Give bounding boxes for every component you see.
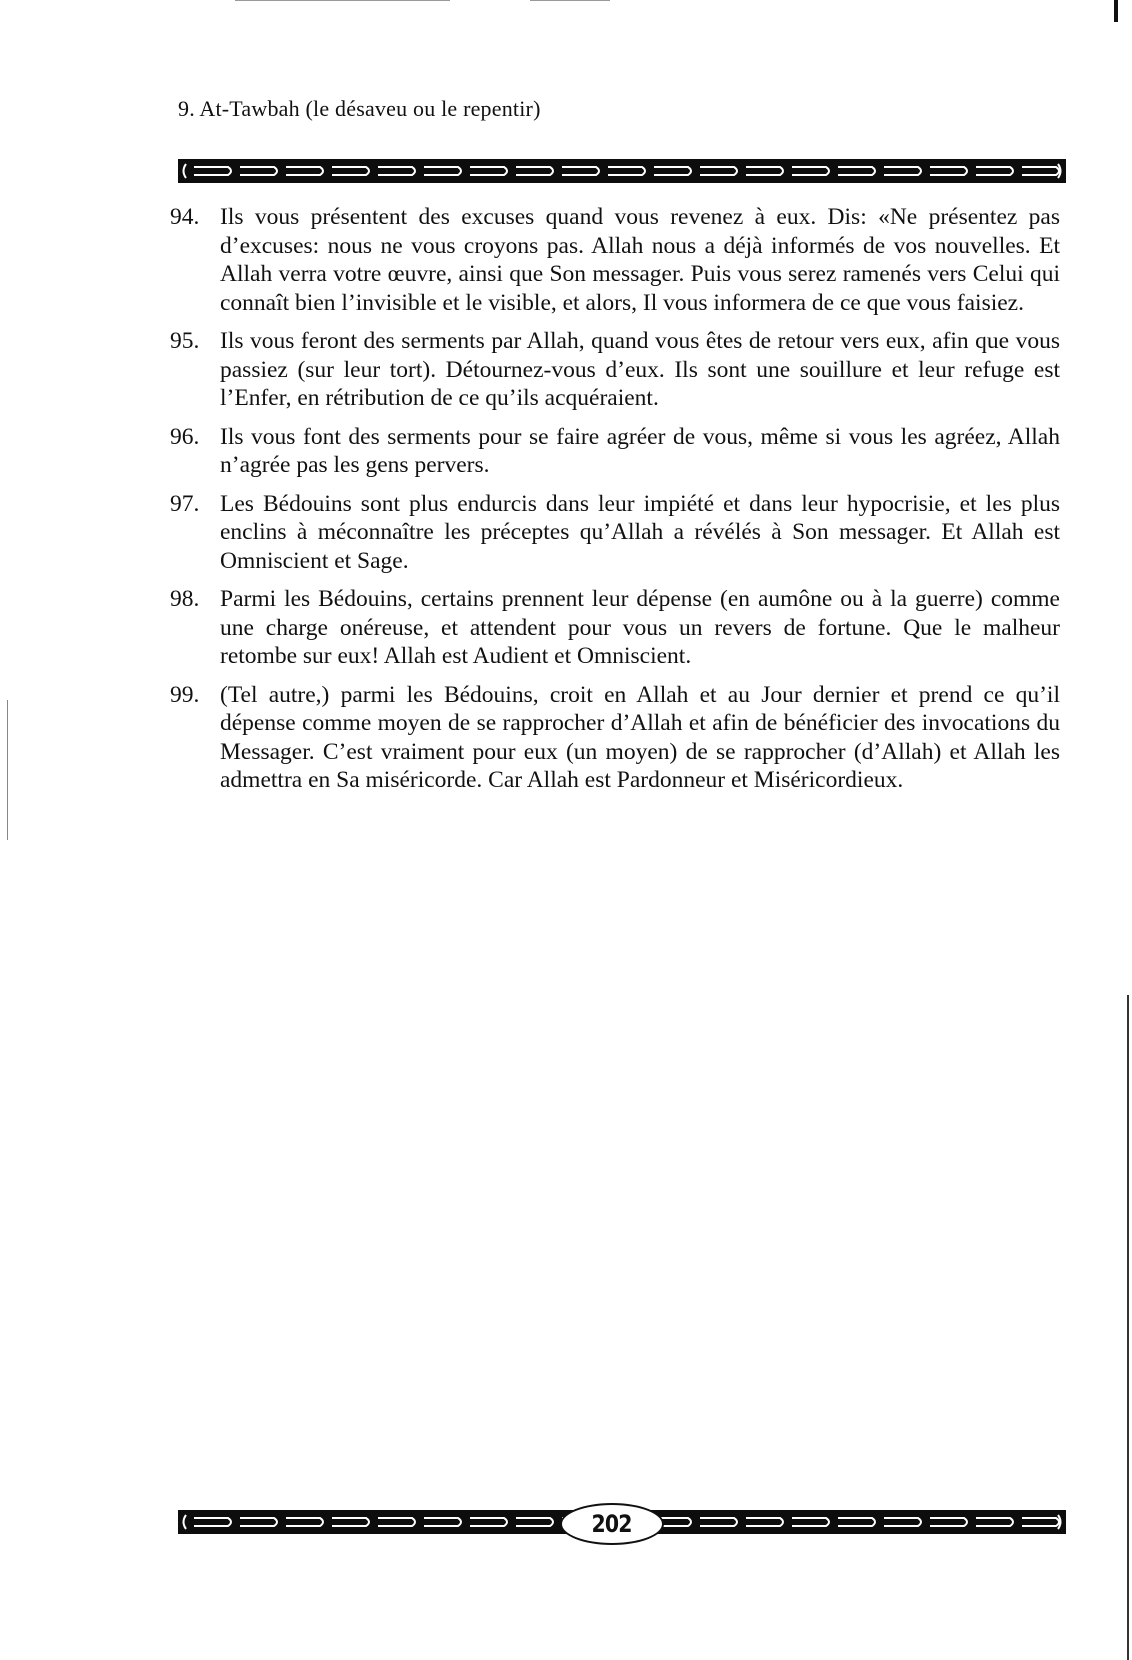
verse (170, 423, 1060, 480)
scan-line (235, 0, 450, 1)
chain-link (884, 167, 921, 175)
chain-link (1022, 1518, 1059, 1526)
chain-link (516, 1518, 553, 1526)
chain-link (746, 1518, 783, 1526)
verse (170, 681, 1060, 795)
verse-number: 94. (170, 204, 200, 230)
corner-mark (1114, 0, 1118, 22)
chain-link (700, 167, 737, 175)
chain-link (424, 167, 461, 175)
verse-text: Ils vous feront des serments par Allah, quand vous êtes de retour vers eux, afin que vous passiez (sur leur tort). Détournez-vous d’eux. Ils sont une souillure et leur refuge est l’Enfer, en rétribution de ce qu’ils acquéraient. (220, 328, 1060, 411)
chain-link (332, 1518, 369, 1526)
page-edge (7, 700, 8, 840)
verse-number: 98. (170, 586, 200, 612)
verse (170, 327, 1060, 413)
chain-link (332, 167, 369, 175)
ornament-band-top (178, 159, 1066, 183)
chain-link (930, 167, 967, 175)
verse-text: (Tel autre,) parmi les Bédouins, croit en Allah et au Jour dernier et prend ce qu’il dépense comme moyen de se rapprocher d’Allah et afin de bénéficier des invocations du Messager. C’est vraiment pour eux (un moyen) de se rapprocher (d’Allah) et Allah les admettra en Sa miséricorde. Car Allah est Pardonneur et Miséricordieux. (220, 681, 1060, 793)
chain-link (838, 167, 875, 175)
page-number-badge (560, 1503, 664, 1545)
chain-link (378, 1518, 415, 1526)
chain-link (700, 1518, 737, 1526)
chain-link (746, 167, 783, 175)
verse-number: 95. (170, 328, 200, 354)
chain-link (194, 167, 231, 175)
verse (170, 203, 1060, 317)
chain-link (1022, 167, 1059, 175)
page-edge (1127, 995, 1129, 1660)
verse-list (170, 203, 1060, 805)
chain-link (240, 1518, 277, 1526)
chain-link (424, 1518, 461, 1526)
verse-text: Les Bédouins sont plus endurcis dans leur impiété et dans leur hypocrisie, et les plus enclins à méconnaître les préceptes qu’Allah a révélés à Son messager. Et Allah est Omniscient et Sage. (220, 490, 1060, 574)
verse-number: 96. (170, 423, 200, 450)
chain-link (470, 167, 507, 175)
verse-text: Ils vous présentent des excuses quand vous revenez à eux. Dis: «Ne présentez pas d’excuses: nous ne vous croyons pas. Allah nous a déjà informés de vos nouvelles. Et Allah verra votre œuvre, ainsi que Son messager. Puis vous serez ramenés vers Celui qui connaît bien l’invisible et le visible, et alors, Il vous informera de ce que vous faisiez. (220, 204, 1060, 316)
verse-number: 97. (170, 490, 200, 517)
verse (170, 490, 1060, 576)
chain-link (470, 1518, 507, 1526)
chain-link (976, 1518, 1013, 1526)
chain-link (792, 167, 829, 175)
chain-link (930, 1518, 967, 1526)
chain-link (654, 167, 691, 175)
chain-link (562, 167, 599, 175)
chain-link (838, 1518, 875, 1526)
verse-text: Ils vous font des serments pour se faire agréer de vous, même si vous les agréez, Allah n’agrée pas les gens pervers. (220, 423, 1060, 478)
verse (170, 585, 1060, 671)
chain-link (884, 1518, 921, 1526)
chain-link (792, 1518, 829, 1526)
page-number: 202 (591, 1510, 633, 1538)
chain-ornament (178, 159, 1066, 183)
verse-text: Parmi les Bédouins, certains prennent leur dépense (en aumône ou à la guerre) comme une charge onéreuse, et attendent pour vous un revers de fortune. Que le malheur retombe sur eux! Allah est Audient et Omniscient. (220, 586, 1060, 669)
chain-link (286, 1518, 323, 1526)
verse-number: 99. (170, 681, 200, 708)
chain-link (378, 167, 415, 175)
chain-link (976, 167, 1013, 175)
chain-link (286, 167, 323, 175)
surah-title: 9. At-Tawbah (le désaveu ou le repentir) (178, 96, 541, 121)
scan-line (530, 0, 610, 1)
chain-link (608, 167, 645, 175)
chain-link (194, 1518, 231, 1526)
chain-link (240, 167, 277, 175)
chain-link (516, 167, 553, 175)
